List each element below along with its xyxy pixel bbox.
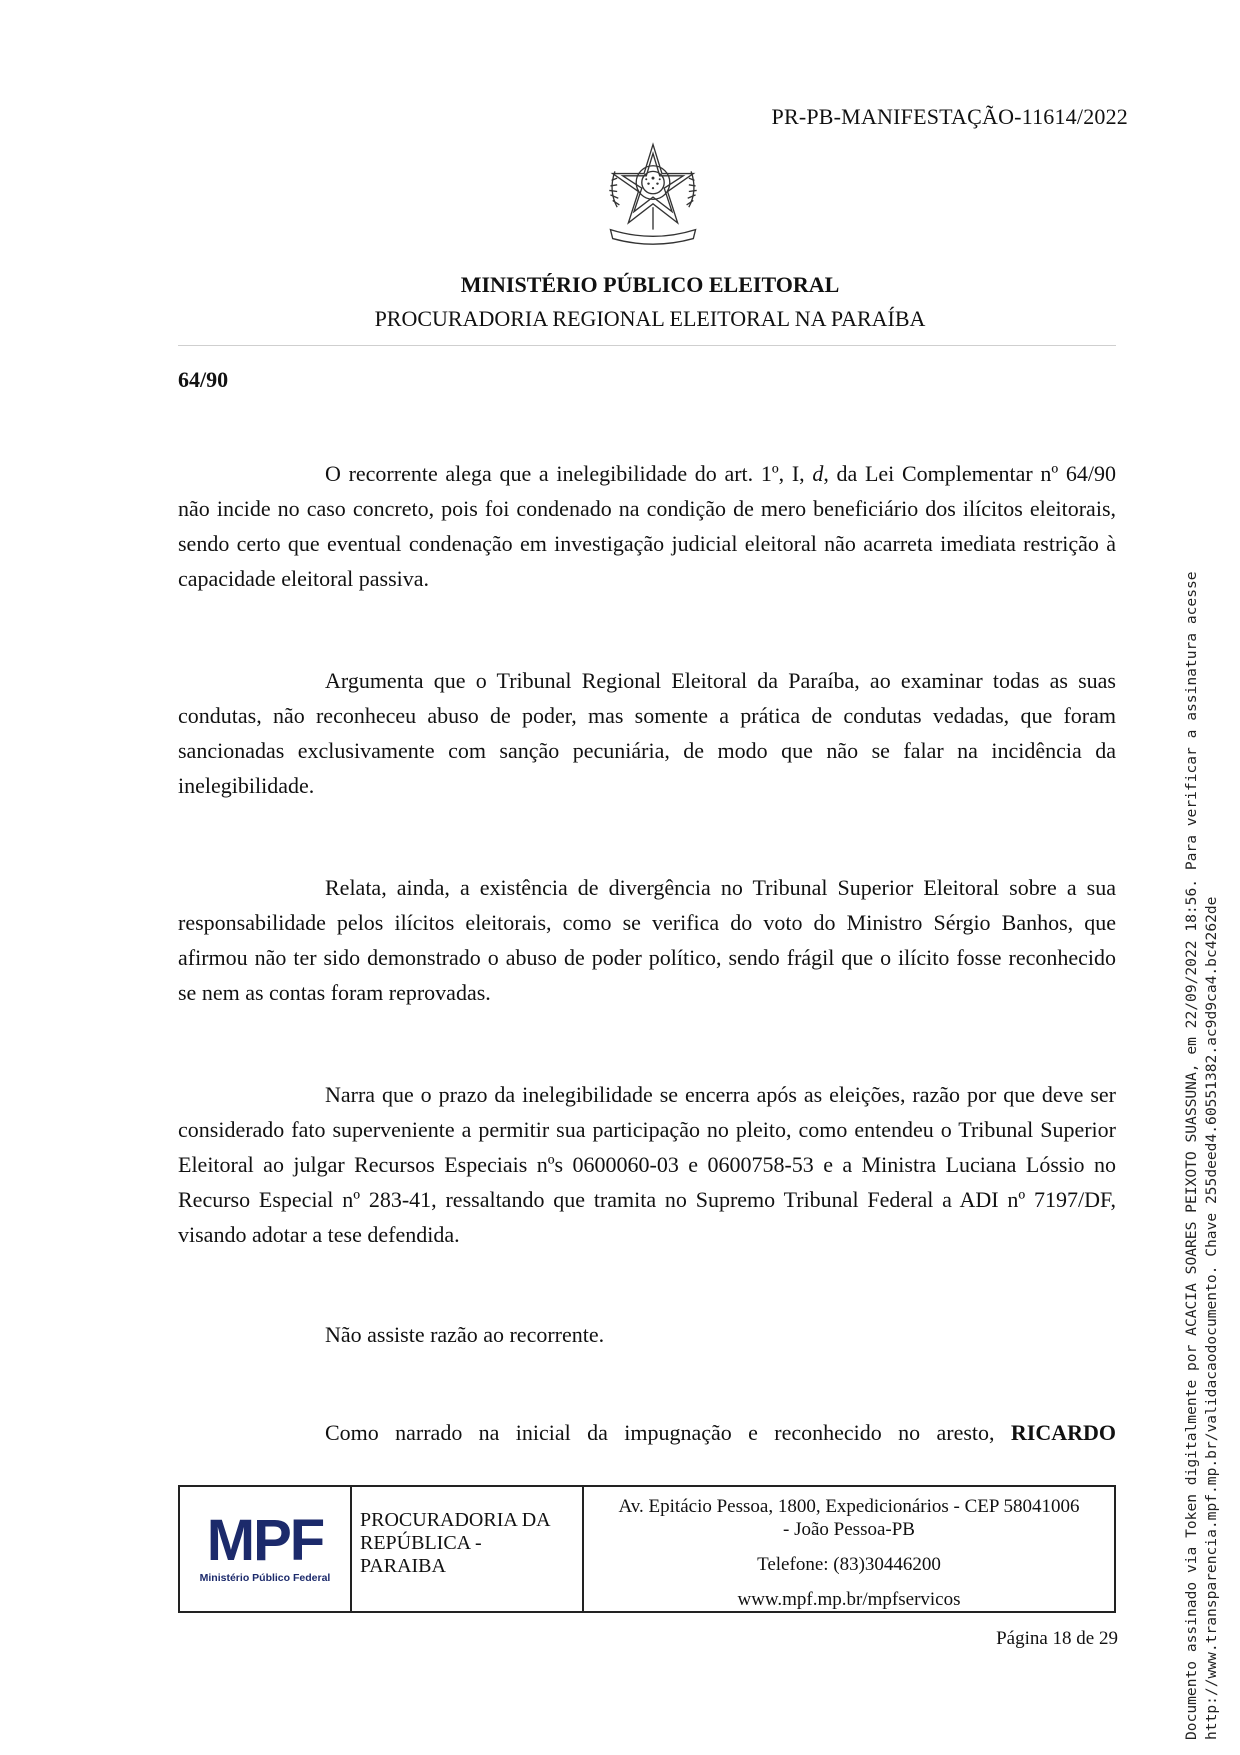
paragraph-1: O recorrente alega que a inelegibilidade do art. 1º, I, d, da Lei Complementar nº 64/90 não incide no caso concreto, pois foi condenado na condição de mero beneficiário dos ilícitos eleitorais, sendo certo que eventual condenação em investigação judicial eleitoral não acarreta imediata restrição à capacidade eleitoral passiva. — [178, 461, 1116, 591]
document-id: PR-PB-MANIFESTAÇÃO-11614/2022 — [771, 104, 1128, 129]
digital-signature-notice — [1182, 571, 1222, 1740]
paragraph-4: Narra que o prazo da inelegibilidade se encerra após as eleições, razão por que deve ser considerado fato superveniente a permitir sua participação no pleito, como entendeu o Tribunal Superior Eleitoral ao julgar Recursos Especiais nºs 0600060-03 e 0600758-53 e a Ministra Luciana Lóssio no Recurso Especial nº 283-41, ressaltando que tramita no Supremo Tribunal Federal a ADI nº 7197/DF, visando adotar a tese defendida. — [178, 1082, 1116, 1247]
brazil-coat-of-arms-icon — [597, 140, 709, 252]
footer-organization — [352, 1487, 584, 1611]
website-link[interactable]: www.mpf.mp.br/mpfservicos — [737, 1589, 961, 1610]
mpf-logo — [180, 1487, 352, 1611]
mpf-logo-subtitle: Ministério Público Federal — [199, 1572, 331, 1584]
footer-box — [178, 1485, 1116, 1613]
address-line: - João Pessoa-PB — [783, 1519, 915, 1540]
paragraph-5: Não assiste razão ao recorrente. — [325, 1322, 605, 1347]
signature-verification-link[interactable]: http://www.transparencia.mpf.mp.br/validacaodocumento. Chave 255deed4.60551382.ac9d9ca4.bc4262de — [1203, 896, 1220, 1740]
page-number: Página 18 de 29 — [996, 1628, 1118, 1649]
italic-letter: d — [812, 461, 824, 486]
org-line: REPÚBLICA - — [360, 1532, 482, 1554]
header-divider — [178, 345, 1116, 346]
section-label: 64/90 — [178, 367, 229, 392]
bold-name: RICARDO — [1010, 1420, 1116, 1445]
paragraph-6: Como narrado na inicial da impugnação e reconhecido no aresto, RICARDO — [325, 1420, 1116, 1445]
mpf-logo-letters: MPF — [206, 1508, 324, 1573]
signature-line: Documento assinado via Token digitalmente por ACACIA SOARES PEIXOTO SUASSUNA, em 22/09/2022 18:56. Para verificar a assinatura acesse — [1183, 571, 1200, 1740]
org-line: PROCURADORIA DA — [360, 1509, 551, 1531]
institution-subtitle: PROCURADORIA REGIONAL ELEITORAL NA PARAÍBA — [374, 306, 926, 331]
phone-number: Telefone: (83)30446200 — [757, 1554, 941, 1575]
org-line: PARAIBA — [360, 1555, 446, 1577]
address-line: Av. Epitácio Pessoa, 1800, Expedicionários - CEP 58041006 — [618, 1496, 1080, 1517]
footer-contact — [584, 1487, 1114, 1611]
paragraph-2: Argumenta que o Tribunal Regional Eleitoral da Paraíba, ao examinar todas as suas condutas, não reconheceu abuso de poder, mas somente a prática de condutas vedadas, que foram sancionadas exclusivamente com sanção pecuniária, de modo que não se falar na incidência da inelegibilidade. — [178, 668, 1116, 798]
paragraph-3: Relata, ainda, a existência de divergência no Tribunal Superior Eleitoral sobre a sua responsabilidade pelos ilícitos eleitorais, como se verifica do voto do Ministro Sérgio Banhos, que afirmou não ter sido demonstrado o abuso de poder político, sendo frágil que o ilícito fosse reconhecido se nem as contas foram reprovadas. — [178, 875, 1116, 1005]
institution-title: MINISTÉRIO PÚBLICO ELEITORAL — [460, 272, 840, 297]
